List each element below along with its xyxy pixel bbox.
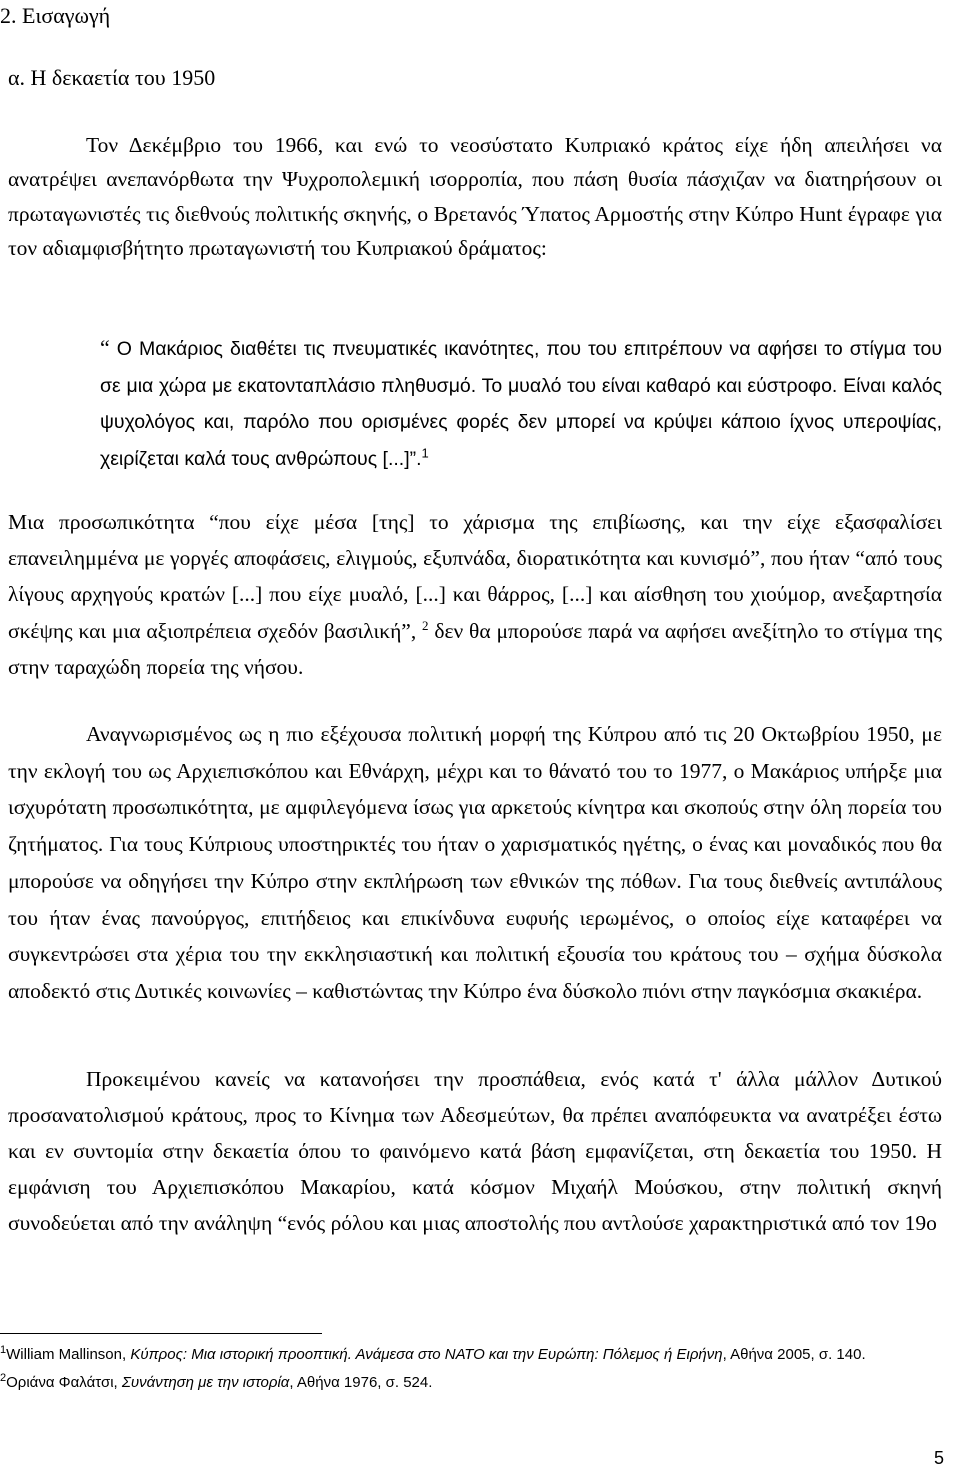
paragraph-recognized: Αναγνωρισμένος ως η πιο εξέχουσα πολιτική μορφή της Κύπρου από τις 20 Οκτωβρίου 1950, με την εκλογή του ως Αρχιεπισκόπου και Εθνάρχη, μέχρι και το θάνατό του το 1977, ο Μακάριος υπήρξε μια ισχυρότατη προσωπικότητα, με αμφιλεγόμενα ίσως για αρκετούς κίνητρα και σκοπούς στην όλη πορεία του ζητήματος. Για τους Κύπριους υποστηρικτές του ήταν ο χαρισματικός ηγέτης, ο ένας και μοναδικός που θα μπορούσε να οδηγήσει την Κύπρο στην εκπλήρωση των εθνικών της πόθων. Για τους διεθνείς αντιπάλους του ήταν ένας πανούργος, επιτήδειος και επικίνδυνα ευφυής ιερωμένος, ο οποίος είχε καταφέρει να συγκεντρώσει στα χέρια του την εκκλησιαστική και πολιτική εξουσία του κράτους του – σχήμα δύσκολα αποδεκτό στις Δυτικές κοινωνίες – καθιστώντας την Κύπρο ένα δύσκολο πιόνι στην παγκόσμια σκακιέρα. bbox=[8, 722, 942, 1003]
subsection-heading: α. Η δεκαετία του 1950 bbox=[8, 65, 216, 90]
paragraph-non-aligned: Προκειμένου κανείς να κατανοήσει την προσπάθεια, ενός κατά τ' άλλα μάλλον Δυτικού προσανατολισμού κράτους, προς το Κίνημα των Αδεσμεύτων, θα πρέπει αναπόφευκτα να ανατρέξει έστω και εν συντομία στην δεκαετία όπου το φαινόμενο κατά βάση εμφανίζεται, στη δεκαετία του 1950. Η εμφάνιση του Αρχιεπισκόπου Μακαρίου, κατά κόσμον Μιχαήλ Μούσκου, στην πολιτική σκηνή συνοδεύεται από την ανάληψη “ενός ρόλου και μιας αποστολής που αντλούσε χαρακτηριστικά από τον 19ο bbox=[8, 1067, 942, 1235]
footnote-author: Οριάνα Φαλάτσι, bbox=[6, 1374, 122, 1391]
footnote-separator bbox=[0, 1333, 322, 1334]
quote-text: Ο Μακάριος διαθέτει τις πνευματικές ικανότητες, που του επιτρέπουν να αφήσει το στίγμα του σε μια χώρα με εκατονταπλάσιο πληθυσμό. Το μυαλό του είναι καθαρό και εύστροφο. Είναι καλός ψυχολόγος και, παρόλο που ορισμένες φορές δεν μπορεί να κρύψει κάποιο ίχνος υπεροψίας, χειρίζεται καλά τους ανθρώπους [...]”. bbox=[100, 338, 942, 470]
footnote-1 bbox=[0, 1343, 940, 1366]
footnote-number: 1 bbox=[0, 1344, 7, 1356]
footnote-number: 2 bbox=[0, 1372, 7, 1384]
page-number: 5 bbox=[933, 1448, 944, 1468]
footnote-ref-2[interactable]: 2 bbox=[422, 617, 429, 633]
footnote-publication: , Αθήνα 1976, σ. 524. bbox=[289, 1374, 433, 1391]
paragraph-personality bbox=[8, 504, 942, 685]
footnotes bbox=[0, 1343, 940, 1399]
footnote-title: Συνάντηση με την ιστορία bbox=[121, 1374, 290, 1391]
quote-open-mark: “ bbox=[100, 335, 110, 360]
footnote-title: Κύπρος: Μια ιστορική προοπτική. Ανάμεσα στο ΝΑΤΟ και την Ευρώπη: Πόλεμος ή Ειρήνη bbox=[130, 1346, 723, 1363]
footnote-author: William Mallinson, bbox=[6, 1346, 131, 1363]
section-heading: 2. Εισαγωγή bbox=[0, 3, 111, 28]
footnote-ref-1[interactable]: 1 bbox=[421, 445, 429, 460]
footnote-publication: , Αθήνα 2005, σ. 140. bbox=[722, 1346, 866, 1363]
block-quote bbox=[100, 330, 942, 477]
paragraph-personality-text-b: δεν θα μπορούσε παρά να αφήσει ανεξίτηλο το στίγμα της στην ταραχώδη πορεία της νήσου. bbox=[8, 618, 942, 679]
paragraph-personality-text-a: Μια προσωπικότητα “που είχε μέσα [της] το χάρισμα της επιβίωσης, και την είχε εξασφαλίσει επανειλημμένα με γοργές αποφάσεις, ελιγμούς, εξυπνάδα, διορατικότητα και κυνισμό”, που ήταν “από τους λίγους αρχηγούς κρατών [...] που είχε μυαλό, [...] και θάρρος, [...] και αίσθηση του χιούμορ, ανεξαρτησία σκέψης και μια αξιοπρέπεια σχεδόν βασιλική”, bbox=[8, 510, 942, 643]
footnote-2 bbox=[0, 1371, 940, 1394]
paragraph-intro: Τον Δεκέμβριο του 1966, και ενώ το νεοσύστατο Κυπριακό κράτος είχε ήδη απειλήσει να ανατρέψει ανεπανόρθωτα την Ψυχροπολεμική ισορροπία, που πάση θυσία πάσχιζαν να διατηρήσουν οι πρωταγωνιστές τις διεθνούς πολιτικής σκηνής, ο Βρετανός Ύπατος Αρμοστής στην Κύπρο Hunt έγραφε για τον αδιαμφισβήτητο πρωταγωνιστή του Κυπριακού δράματος: bbox=[8, 133, 942, 261]
